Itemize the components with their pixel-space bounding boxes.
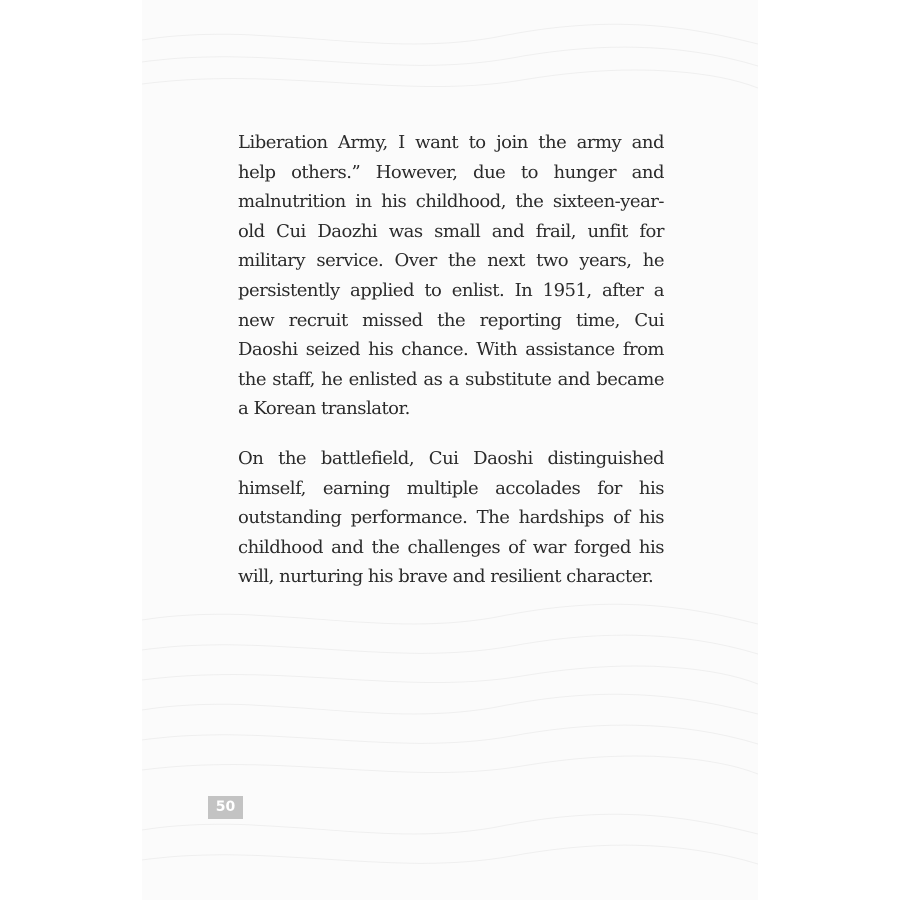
- paragraph-1: Liberation Army, I want to join the army and help others.” However, due to hunger and malnutrition in his childhood, the sixteen-year-old Cui Daozhi was small and frail, unfit for military service. Over the next two years, he persistently applied to enlist. In 1951, after a new recruit missed the reporting time, Cui Daoshi seized his chance. With assistance from the staff, he enlisted as a substitute and became a Korean translator.: [238, 132, 664, 420]
- body-text: [238, 128, 664, 612]
- book-page: [142, 0, 758, 900]
- paragraph-2: On the battlefield, Cui Daoshi distinguished himself, earning multiple accolades for his outstanding performance. The hardships of his childhood and the challenges of war forged his will, nurturing his brave and resilient character.: [238, 447, 664, 588]
- page-number-badge: 50: [208, 796, 243, 819]
